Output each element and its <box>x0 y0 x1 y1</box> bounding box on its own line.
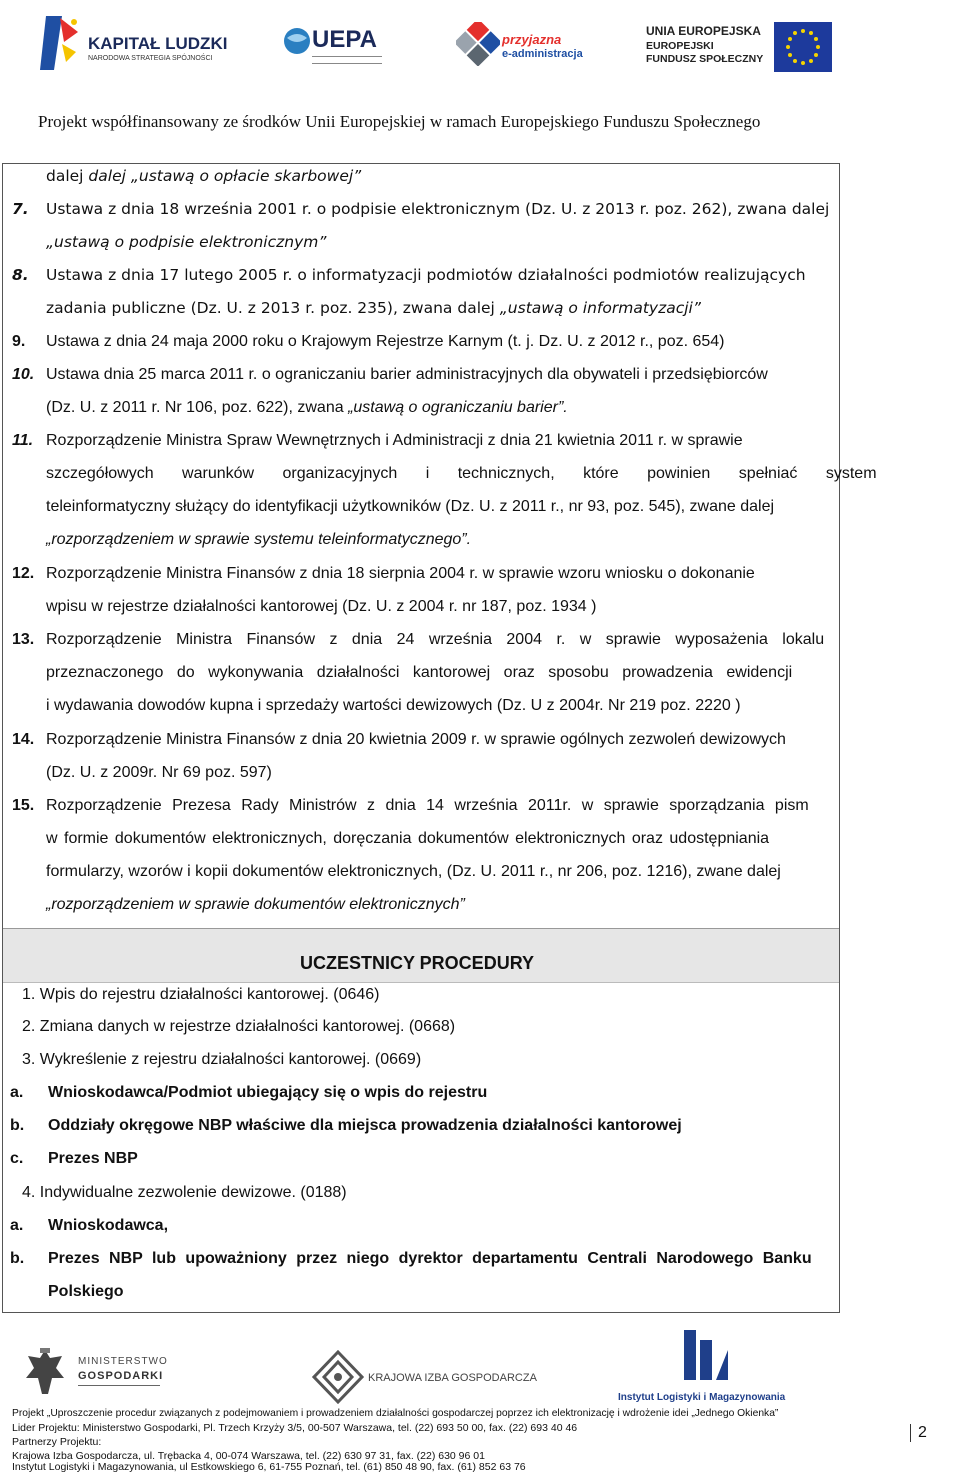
ilim-emblem-icon <box>682 1330 730 1386</box>
sub-b1-text: Oddziały okręgowe NBP właściwe dla miejsca prowadzenia działalności kantorowej <box>48 1117 682 1134</box>
sub-a1-text: Wnioskodawca/Podmiot ubiegający się o wpis do rejestru <box>48 1084 488 1101</box>
footer-partner-kig: Krajowa Izba Gospodarcza, ul. Trębacka 4, 00-074 Warszawa, tel. (22) 630 97 31, fax. (22) 630 96 01 <box>12 1450 485 1462</box>
participants-heading: UCZESTNICY PROCEDURY <box>300 953 535 973</box>
item-14-number: 14. <box>12 731 35 748</box>
uepa-globe-icon <box>282 26 312 56</box>
item-12-line2: wpisu w rejestrze działalności kantorowej (Dz. U. z 2004 r. nr 187, poz. 1934 ) <box>46 598 597 615</box>
item-10-line2-plain: (Dz. U. z 2011 r. Nr 106, poz. 622), zwana <box>46 399 349 416</box>
sub-a2-text: Wnioskodawca, <box>48 1217 169 1234</box>
kig-name: KRAJOWA IZBA GOSPODARCZA <box>368 1372 537 1384</box>
item-7-line1: Ustawa z dnia 18 września 2001 r. o podpisie elektronicznym (Dz. U. z 2013 r. poz. 262), zwana dalej <box>46 200 830 218</box>
item-15-line3: formularzy, wzorów i kopii dokumentów elektronicznych, (Dz. U. 2011 r., nr 206, poz. 1216), zwane dalej <box>46 863 781 880</box>
kig-logo <box>312 1350 542 1404</box>
item-9-line1: Ustawa z dnia 24 maja 2000 roku o Krajowym Rejestrze Karnym (t. j. Dz. U. z 2012 r., poz. 654) <box>46 333 725 350</box>
participant-1: 1. Wpis do rejestru działalności kantorowej. (0646) <box>22 986 380 1003</box>
item-11-number: 11. <box>12 432 34 449</box>
item-8-number: 8. <box>12 266 29 284</box>
item-12-line1: Rozporządzenie Ministra Finansów z dnia 18 sierpnia 2004 r. w sprawie wzoru wniosku o dokonanie <box>46 565 755 582</box>
eagle-icon <box>22 1346 68 1398</box>
participant-3: 3. Wykreślenie z rejestru działalności kantorowej. (0669) <box>22 1051 422 1068</box>
item-10-line1: Ustawa dnia 25 marca 2011 r. o ograniczaniu barier administracyjnych dla obywateli i przedsiębiorców <box>46 366 768 383</box>
item-13-line2: przeznaczonego do wykonywania działalności kantorowej oraz sposobu prowadzenia ewidencji <box>46 664 793 681</box>
item-8-line2-plain: zadania publiczne (Dz. U. z 2013 r. poz. 235), zwana dalej <box>46 299 500 317</box>
item-15-number: 15. <box>12 797 35 814</box>
item-15-line1: Rozporządzenie Prezesa Rady Ministrów z dnia 14 września 2011r. w sprawie sporządzania pism <box>46 797 809 814</box>
sub-b2-letter: b. <box>10 1250 25 1267</box>
item-9-number: 9. <box>12 333 26 350</box>
kapital-ludzki-title: KAPITAŁ LUDZKI <box>88 34 228 53</box>
e-administracja-line2: e-administracja <box>502 48 583 60</box>
cofinance-line: Projekt współfinansowany ze środków Unii Europejskiej w ramach Europejskiego Funduszu Społecznego <box>38 112 761 131</box>
e-administracja-logo <box>456 22 596 68</box>
line-continuation: dalej dalej „ustawą o opłacie skarbowej” <box>46 167 362 185</box>
footer-partner-ilim: Instytut Logistyki i Magazynowania, ul Estkowskiego 6, 61-755 Poznań, tel. (61) 850 48 90, fax. (61) 852 63 76 <box>12 1461 526 1473</box>
continuation-italic: dalej „ustawą o opłacie skarbowej” <box>88 167 362 185</box>
eu-flag-icon <box>774 22 832 72</box>
item-13-line1: Rozporządzenie Ministra Finansów z dnia 24 września 2004 r. w sprawie wyposażenia lokalu <box>46 631 825 648</box>
eu-line3: FUNDUSZ SPOŁECZNY <box>646 53 764 65</box>
item-13-line3: i wydawania dowodów kupna i sprzedaży wartości dewizowych (Dz. U z 2004r. Nr 219 poz. 2220 ) <box>46 697 741 714</box>
ilim-logo <box>616 1330 786 1406</box>
item-8-line2-italic: „ustawą o informatyzacji” <box>499 299 701 317</box>
uepa-logo <box>282 22 402 68</box>
sub-a1-letter: a. <box>10 1084 24 1101</box>
e-administracja-line1: przyjazna <box>502 32 562 47</box>
footer-project: Projekt „Uproszczenie procedur związanych z podejmowaniem i prowadzeniem działalności gospodarczej poprzez ich elektronizację i wdrożenie idei „Jednego Okienka” <box>12 1408 779 1419</box>
sub-a2-letter: a. <box>10 1217 24 1234</box>
sub-b2-line1: Prezes NBP lub upoważniony przez niego dyrektor departamentu Centrali Narodowego Banku <box>48 1250 812 1267</box>
ministerstwo-logo <box>22 1346 168 1406</box>
kapital-ludzki-emblem-icon <box>40 12 80 74</box>
item-8-line1: Ustawa z dnia 17 lutego 2005 r. o informatyzacji podmiotów działalności podmiotów realizujących <box>46 266 806 284</box>
ministerstwo-line2: GOSPODARKI <box>78 1370 164 1382</box>
item-7-number: 7. <box>12 200 29 218</box>
item-13-number: 13. <box>12 631 35 648</box>
uepa-underline <box>312 56 382 64</box>
item-14-line1: Rozporządzenie Ministra Finansów z dnia 20 kwietnia 2009 r. w sprawie ogólnych zezwoleń dewizowych <box>46 731 786 748</box>
item-11-line1: Rozporządzenie Ministra Spraw Wewnętrznych i Administracji z dnia 21 kwietnia 2011 r. w sprawie <box>46 432 743 449</box>
participant-2: 2. Zmiana danych w rejestrze działalności kantorowej. (0668) <box>22 1018 456 1035</box>
item-10-line2-italic: „ustawą o ograniczaniu barier”. <box>348 399 568 416</box>
item-11-line4: „rozporządzeniem w sprawie systemu teleinformatycznego”. <box>46 531 472 548</box>
puzzle-icon <box>456 22 500 66</box>
page-number-rule <box>910 1424 911 1442</box>
ministerstwo-line1: MINISTERSTWO <box>78 1356 168 1367</box>
kapital-ludzki-subtitle: NARODOWA STRATEGIA SPÓJNOŚCI <box>88 55 213 62</box>
eu-line2: EUROPEJSKI <box>646 40 714 52</box>
participant-4: 4. Indywidualne zezwolenie dewizowe. (0188) <box>22 1184 347 1201</box>
footer-partners-label: Partnerzy Projektu: <box>12 1436 102 1448</box>
item-15-line4: „rozporządzeniem w sprawie dokumentów elektronicznych” <box>46 896 465 913</box>
item-14-line2: (Dz. U. z 2009r. Nr 69 poz. 597) <box>46 764 272 781</box>
item-7-line2: „ustawą o podpisie elektronicznym” <box>46 233 327 251</box>
sub-b2-line2: Polskiego <box>48 1283 124 1300</box>
uepa-title: UEPA <box>312 26 377 53</box>
footer-leader: Lider Projektu: Ministerstwo Gospodarki, Pl. Trzech Krzyży 3/5, 00-507 Warszawa, tel. (22) 693 50 00, fax. (22) 693 40 46 <box>12 1422 578 1434</box>
kig-emblem-icon <box>312 1350 364 1404</box>
footer-logos <box>0 1330 960 1410</box>
item-11-line2: szczegółowych warunków organizacyjnych i technicznych, które powinien spełniać system <box>46 465 877 482</box>
eu-logo <box>646 22 836 72</box>
sub-c1-letter: c. <box>10 1150 24 1167</box>
ministerstwo-rule <box>78 1385 160 1386</box>
page-number: 2 <box>918 1424 927 1441</box>
sub-c1-text: Prezes NBP <box>48 1150 138 1167</box>
header-logos <box>0 0 960 131</box>
item-8-line2 <box>46 298 701 318</box>
item-10-number: 10. <box>12 366 35 383</box>
sub-b1-letter: b. <box>10 1117 25 1134</box>
kapital-ludzki-logo <box>40 12 240 74</box>
item-15-line2: w formie dokumentów elektronicznych, doręczania dokumentów elektronicznych oraz udostępniania <box>46 830 770 847</box>
item-10-line2 <box>46 398 568 418</box>
ilim-name: Instytut Logistyki i Magazynowania <box>618 1392 786 1403</box>
item-11-line3: teleinformatyczny służący do identyfikacji użytkowników (Dz. U. z 2011 r., nr 93, poz. 545), zwane dalej <box>46 498 775 515</box>
eu-line1: UNIA EUROPEJSKA <box>646 24 761 38</box>
item-12-number: 12. <box>12 565 35 582</box>
